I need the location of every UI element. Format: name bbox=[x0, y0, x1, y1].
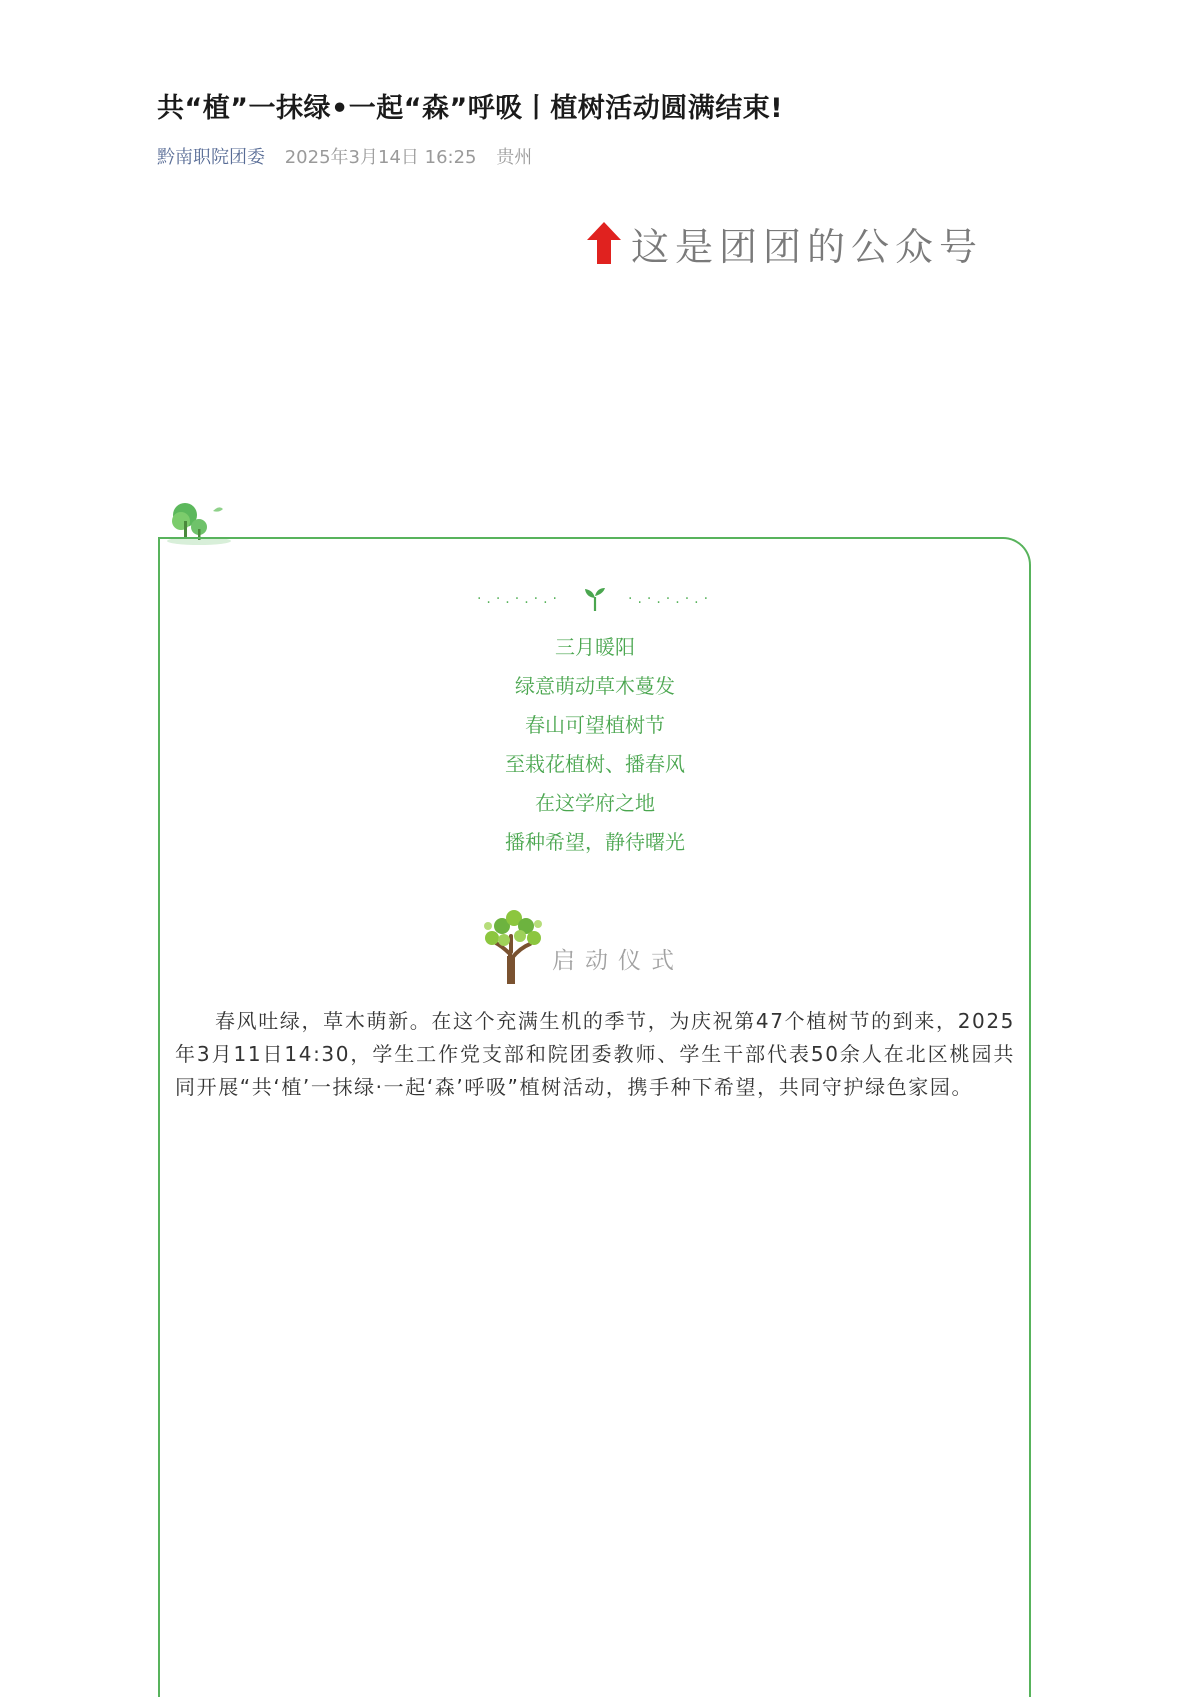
section-title: 启动仪式 bbox=[552, 947, 684, 974]
up-arrow-icon bbox=[585, 220, 623, 266]
section-heading bbox=[480, 905, 684, 985]
dots-left: ·.·.·.·.· bbox=[476, 591, 562, 607]
poem-block bbox=[0, 628, 1190, 862]
poem-line: 播种希望，静待曙光 bbox=[505, 830, 685, 854]
body-paragraph: 春风吐绿，草木萌新。在这个充满生机的季节，为庆祝第47个植树节的到来，2025年3月11日14:30，学生工作党支部和院团委教师、学生干部代表50余人在北区桃园共同开展“共‘植’一抹绿·一起‘森’呼吸”植树活动，携手种下希望，共同守护绿色家园。 bbox=[175, 1009, 1015, 1099]
poem-line: 三月暖阳 bbox=[555, 635, 635, 659]
follow-banner bbox=[585, 218, 983, 268]
poem-line: 至栽花植树、播春风 bbox=[505, 752, 685, 776]
poem-line: 春山可望植树节 bbox=[525, 713, 665, 737]
publish-location: 贵州 bbox=[496, 147, 533, 168]
poem-line: 在这学府之地 bbox=[535, 791, 655, 815]
publish-date: 2025年3月14日 16:25 bbox=[284, 147, 477, 168]
dots-right: ·.·.·.·.· bbox=[628, 591, 714, 607]
sprout-icon bbox=[584, 587, 606, 611]
poem-line: 绿意萌动草木蔓发 bbox=[515, 674, 675, 698]
tree-icon bbox=[480, 906, 544, 984]
poem-divider bbox=[0, 587, 1190, 611]
author-link[interactable]: 黔南职院团委 bbox=[157, 147, 265, 168]
banner-text: 这是团团的公众号 bbox=[631, 224, 984, 269]
article-title: 共“植”一抹绿•一起“森”呼吸丨植树活动圆满结束! bbox=[157, 93, 784, 124]
article-meta bbox=[157, 143, 532, 169]
